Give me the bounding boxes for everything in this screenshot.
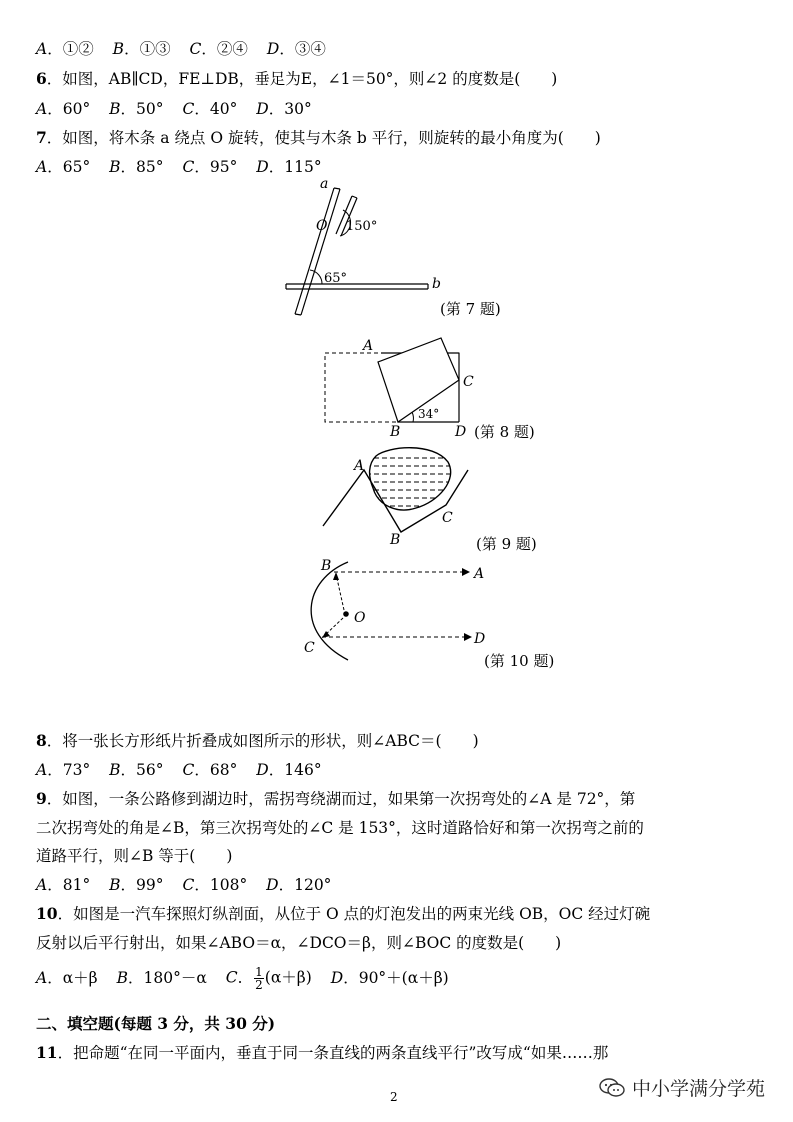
q9-option-d: 120° xyxy=(294,876,332,894)
q10-option-c-fraction: $\frac{1}{2}$ xyxy=(255,965,263,992)
fig10-label-b: B xyxy=(321,558,332,574)
fig9-label-c: C xyxy=(442,510,453,526)
q10-option-a: α＋β xyxy=(62,968,98,987)
q9-stem-line2: 二次拐弯处的角是∠B，第三次拐弯处的∠C 是 153°，这时道路恰好和第一次拐弯之前的 xyxy=(36,819,644,837)
q11-stem: 11．把命题“在同一平面内，垂直于同一条直线的两条直线平行”改写成“如果……那 xyxy=(36,1043,609,1062)
q5-option-d: ③④ xyxy=(294,40,326,58)
fig8-label-c: C xyxy=(463,374,474,390)
q8-stem: 8．将一张长方形纸片折叠成如图所示的形状，则∠ABC＝( ) xyxy=(36,731,479,750)
fig10-caption: (第 10 题) xyxy=(484,652,555,670)
q9-option-b: 99° xyxy=(136,876,164,894)
figure-7 xyxy=(280,178,450,318)
q7-options: A．65° B．85° C．95° D．115° xyxy=(36,158,322,176)
fig7-angle-65: 65° xyxy=(324,271,348,286)
q8-option-a: 73° xyxy=(62,761,91,779)
q10-options: A．α＋β B．180°－α C． $\frac{1}{2}$ (α＋β) D．90°＋(α＋β) xyxy=(36,965,449,992)
fig8-angle-34: 34° xyxy=(418,407,440,421)
q7-option-b: 85° xyxy=(136,158,164,176)
fig8-label-b: B xyxy=(390,424,401,440)
fig10-label-o: O xyxy=(354,610,366,626)
fig7-label-o: O xyxy=(316,218,328,234)
q6-options: A．60° B．50° C．40° D．30° xyxy=(36,100,312,118)
watermark xyxy=(598,1074,765,1101)
q8-options: A．73° B．56° C．68° D．146° xyxy=(36,761,322,779)
q6-option-c: 40° xyxy=(209,100,238,118)
fig8-caption: (第 8 题) xyxy=(474,423,535,441)
q6-stem: 6．如图，AB∥CD，FE⊥DB，垂足为E，∠1＝50°，则∠2 的度数是( ) xyxy=(36,69,558,88)
fig9-label-b: B xyxy=(390,532,401,548)
fig10-label-a: A xyxy=(474,566,485,582)
wechat-icon xyxy=(598,1077,626,1099)
fig10-label-c: C xyxy=(304,640,315,656)
q9-stem-line3: 道路平行，则∠B 等于( ) xyxy=(36,847,233,865)
q7-option-c: 95° xyxy=(209,158,238,176)
fig8-label-a: A xyxy=(363,338,374,354)
q7-stem: 7．如图，将木条 a 绕点 O 旋转，使其与木条 b 平行，则旋转的最小角度为( ) xyxy=(36,128,601,147)
q9-stem-line1: 9．如图，一条公路修到湖边时，需拐弯绕湖而过，如果第一次拐弯处的∠A 是 72°，第 xyxy=(36,789,636,808)
q10-stem-line1: 10．如图是一汽车探照灯纵剖面，从位于 O 点的灯泡发出的两束光线 OB，OC 经过灯碗 xyxy=(36,904,651,923)
q10-option-c: C． $\frac{1}{2}$ (α＋β) xyxy=(225,965,312,992)
q7-option-d: 115° xyxy=(284,158,322,176)
q7-option-a: 65° xyxy=(62,158,91,176)
page-number: 2 xyxy=(390,1090,398,1104)
q9-option-a: 81° xyxy=(62,876,91,894)
fig7-label-b: b xyxy=(432,276,441,292)
fig7-label-a: a xyxy=(320,178,329,192)
q6-option-b: 50° xyxy=(136,100,164,118)
q5-option-a: ①② xyxy=(62,40,94,58)
q8-option-b: 56° xyxy=(136,761,164,779)
figure-10 xyxy=(296,552,496,667)
q8-option-d: 146° xyxy=(284,761,322,779)
q5-option-c: ②④ xyxy=(216,40,248,58)
figure-8 xyxy=(318,330,488,440)
fig7-caption: (第 7 题) xyxy=(440,300,501,318)
q6-option-a: 60° xyxy=(62,100,91,118)
q9-option-c: 108° xyxy=(209,876,248,894)
q10-option-b: 180°－α xyxy=(143,968,207,987)
fig9-caption: (第 9 题) xyxy=(476,535,537,553)
watermark-text: 中小学满分学苑 xyxy=(632,1078,766,1100)
fig9-label-a: A xyxy=(354,458,365,474)
q10-option-d: 90°＋(α＋β) xyxy=(358,968,449,987)
q5-option-b: ①③ xyxy=(139,40,171,58)
q5-options: A．①② B．①③ C．②④ D．③④ xyxy=(36,40,326,58)
fig10-label-d: D xyxy=(474,631,486,647)
q6-option-d: 30° xyxy=(284,100,312,118)
figure-9 xyxy=(318,440,488,550)
fig8-label-d: D xyxy=(455,424,467,440)
q8-option-c: 68° xyxy=(209,761,238,779)
q9-options: A．81° B．99° C．108° D．120° xyxy=(36,876,332,894)
fig7-angle-150: 150° xyxy=(346,219,378,234)
q10-stem-line2: 反射以后平行射出，如果∠ABO＝α，∠DCO＝β，则∠BOC 的度数是( ) xyxy=(36,934,562,952)
section-fill-in-title: 二、填空题(每题 3 分，共 30 分) xyxy=(36,1014,276,1033)
